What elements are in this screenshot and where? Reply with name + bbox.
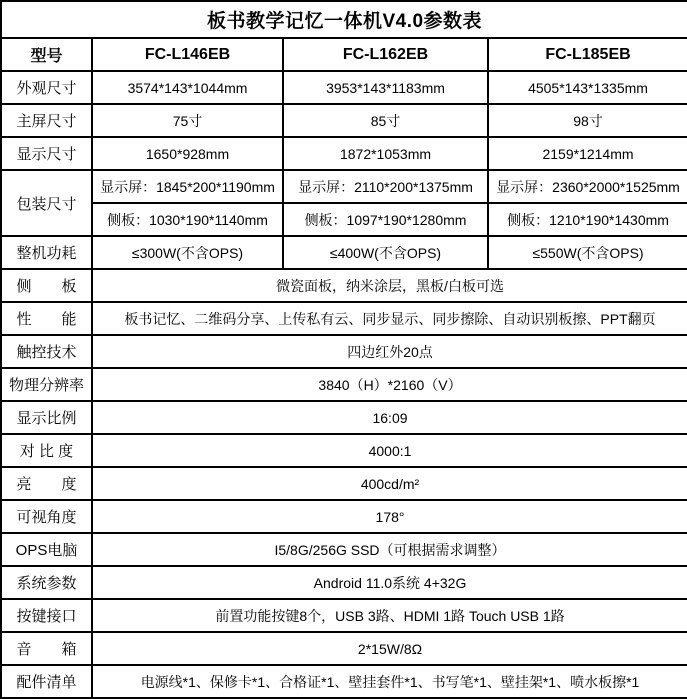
spec-label: 可视角度 xyxy=(1,500,92,533)
spec-value: 1872*1053mm xyxy=(283,137,488,170)
spec-value: Android 11.0系统 4+32G xyxy=(92,566,687,599)
spec-value: 板书记忆、二维码分享、上传私有云、同步显示、同步擦除、自动识别板擦、PPT翻页 xyxy=(92,302,687,335)
spec-value: 16:09 xyxy=(92,401,687,434)
table-row-aspect-ratio xyxy=(1,401,687,434)
spec-label: 主屏尺寸 xyxy=(1,104,92,137)
spec-label: 按键接口 xyxy=(1,599,92,632)
table-row-power-consumption xyxy=(1,236,687,269)
spec-value: ≤550W(不含OPS) xyxy=(488,236,687,269)
table-row-viewing-angle xyxy=(1,500,687,533)
model-row-label: 型号 xyxy=(1,38,92,71)
spec-label: 外观尺寸 xyxy=(1,71,92,104)
spec-label: 物理分辨率 xyxy=(1,368,92,401)
spec-label: 音 箱 xyxy=(1,632,92,665)
spec-value: 75寸 xyxy=(92,104,283,137)
spec-value: ≤300W(不含OPS) xyxy=(92,236,283,269)
spec-label: 亮 度 xyxy=(1,467,92,500)
spec-label: OPS电脑 xyxy=(1,533,92,566)
spec-label: 显示尺寸 xyxy=(1,137,92,170)
spec-value: 98寸 xyxy=(488,104,687,137)
spec-value: ≤400W(不含OPS) xyxy=(283,236,488,269)
table-row-buttons-ports xyxy=(1,599,687,632)
spec-label: 触控技术 xyxy=(1,335,92,368)
table-row-packaging-side xyxy=(1,203,687,236)
spec-value: 2159*1214mm xyxy=(488,137,687,170)
model-name: FC-L185EB xyxy=(488,38,687,71)
spec-value: 3574*143*1044mm xyxy=(92,71,283,104)
spec-value: 显示屏：2360*2000*1525mm xyxy=(488,170,687,203)
page-title: 板书教学记忆一体机V4.0参数表 xyxy=(1,1,687,38)
table-row-accessories-list xyxy=(1,665,687,698)
table-row-speakers xyxy=(1,632,687,665)
model-header-row xyxy=(1,38,687,71)
spec-label: 整机功耗 xyxy=(1,236,92,269)
table-row-system-parameters xyxy=(1,566,687,599)
spec-value: 4000:1 xyxy=(92,434,687,467)
spec-value: 侧板：1210*190*1430mm xyxy=(488,203,687,236)
spec-label: 配件清单 xyxy=(1,665,92,698)
model-name: FC-L146EB xyxy=(92,38,283,71)
table-row-physical-resolution xyxy=(1,368,687,401)
spec-value: 电源线*1、保修卡*1、合格证*1、壁挂套件*1、书写笔*1、壁挂架*1、喷水板擦*1 xyxy=(92,665,687,698)
spec-value: 1650*928mm xyxy=(92,137,283,170)
table-row-touch-technology xyxy=(1,335,687,368)
table-row-side-panel xyxy=(1,269,687,302)
spec-value: 2*15W/8Ω xyxy=(92,632,687,665)
table-row-brightness xyxy=(1,467,687,500)
spec-value: 显示屏：2110*200*1375mm xyxy=(283,170,488,203)
spec-value: 侧板：1097*190*1280mm xyxy=(283,203,488,236)
spec-value: 前置功能按键8个，USB 3路、HDMI 1路 Touch USB 1路 xyxy=(92,599,687,632)
spec-value: 显示屏：1845*200*1190mm xyxy=(92,170,283,203)
spec-value: 178° xyxy=(92,500,687,533)
spec-value: 4505*143*1335mm xyxy=(488,71,687,104)
spec-label: 侧 板 xyxy=(1,269,92,302)
title-row xyxy=(1,1,687,38)
table-row-packaging-display xyxy=(1,170,687,203)
table-row-main-screen-size xyxy=(1,104,687,137)
table-row-ops-computer xyxy=(1,533,687,566)
spec-value: 侧板：1030*190*1140mm xyxy=(92,203,283,236)
spec-value: 3953*143*1183mm xyxy=(283,71,488,104)
table-row-contrast-ratio xyxy=(1,434,687,467)
spec-label: 显示比例 xyxy=(1,401,92,434)
spec-label: 包装尺寸 xyxy=(1,170,92,236)
spec-label: 对 比 度 xyxy=(1,434,92,467)
spec-value: I5/8G/256G SSD（可根据需求调整） xyxy=(92,533,687,566)
spec-value: 85寸 xyxy=(283,104,488,137)
table-row-appearance-size xyxy=(1,71,687,104)
spec-value: 3840（H）*2160（V） xyxy=(92,368,687,401)
spec-value: 微瓷面板，纳米涂层，黑板/白板可选 xyxy=(92,269,687,302)
table-row-display-size xyxy=(1,137,687,170)
spec-label: 性 能 xyxy=(1,302,92,335)
spec-value: 四边红外20点 xyxy=(92,335,687,368)
table-row-features xyxy=(1,302,687,335)
model-name: FC-L162EB xyxy=(283,38,488,71)
spec-label: 系统参数 xyxy=(1,566,92,599)
spec-value: 400cd/m² xyxy=(92,467,687,500)
